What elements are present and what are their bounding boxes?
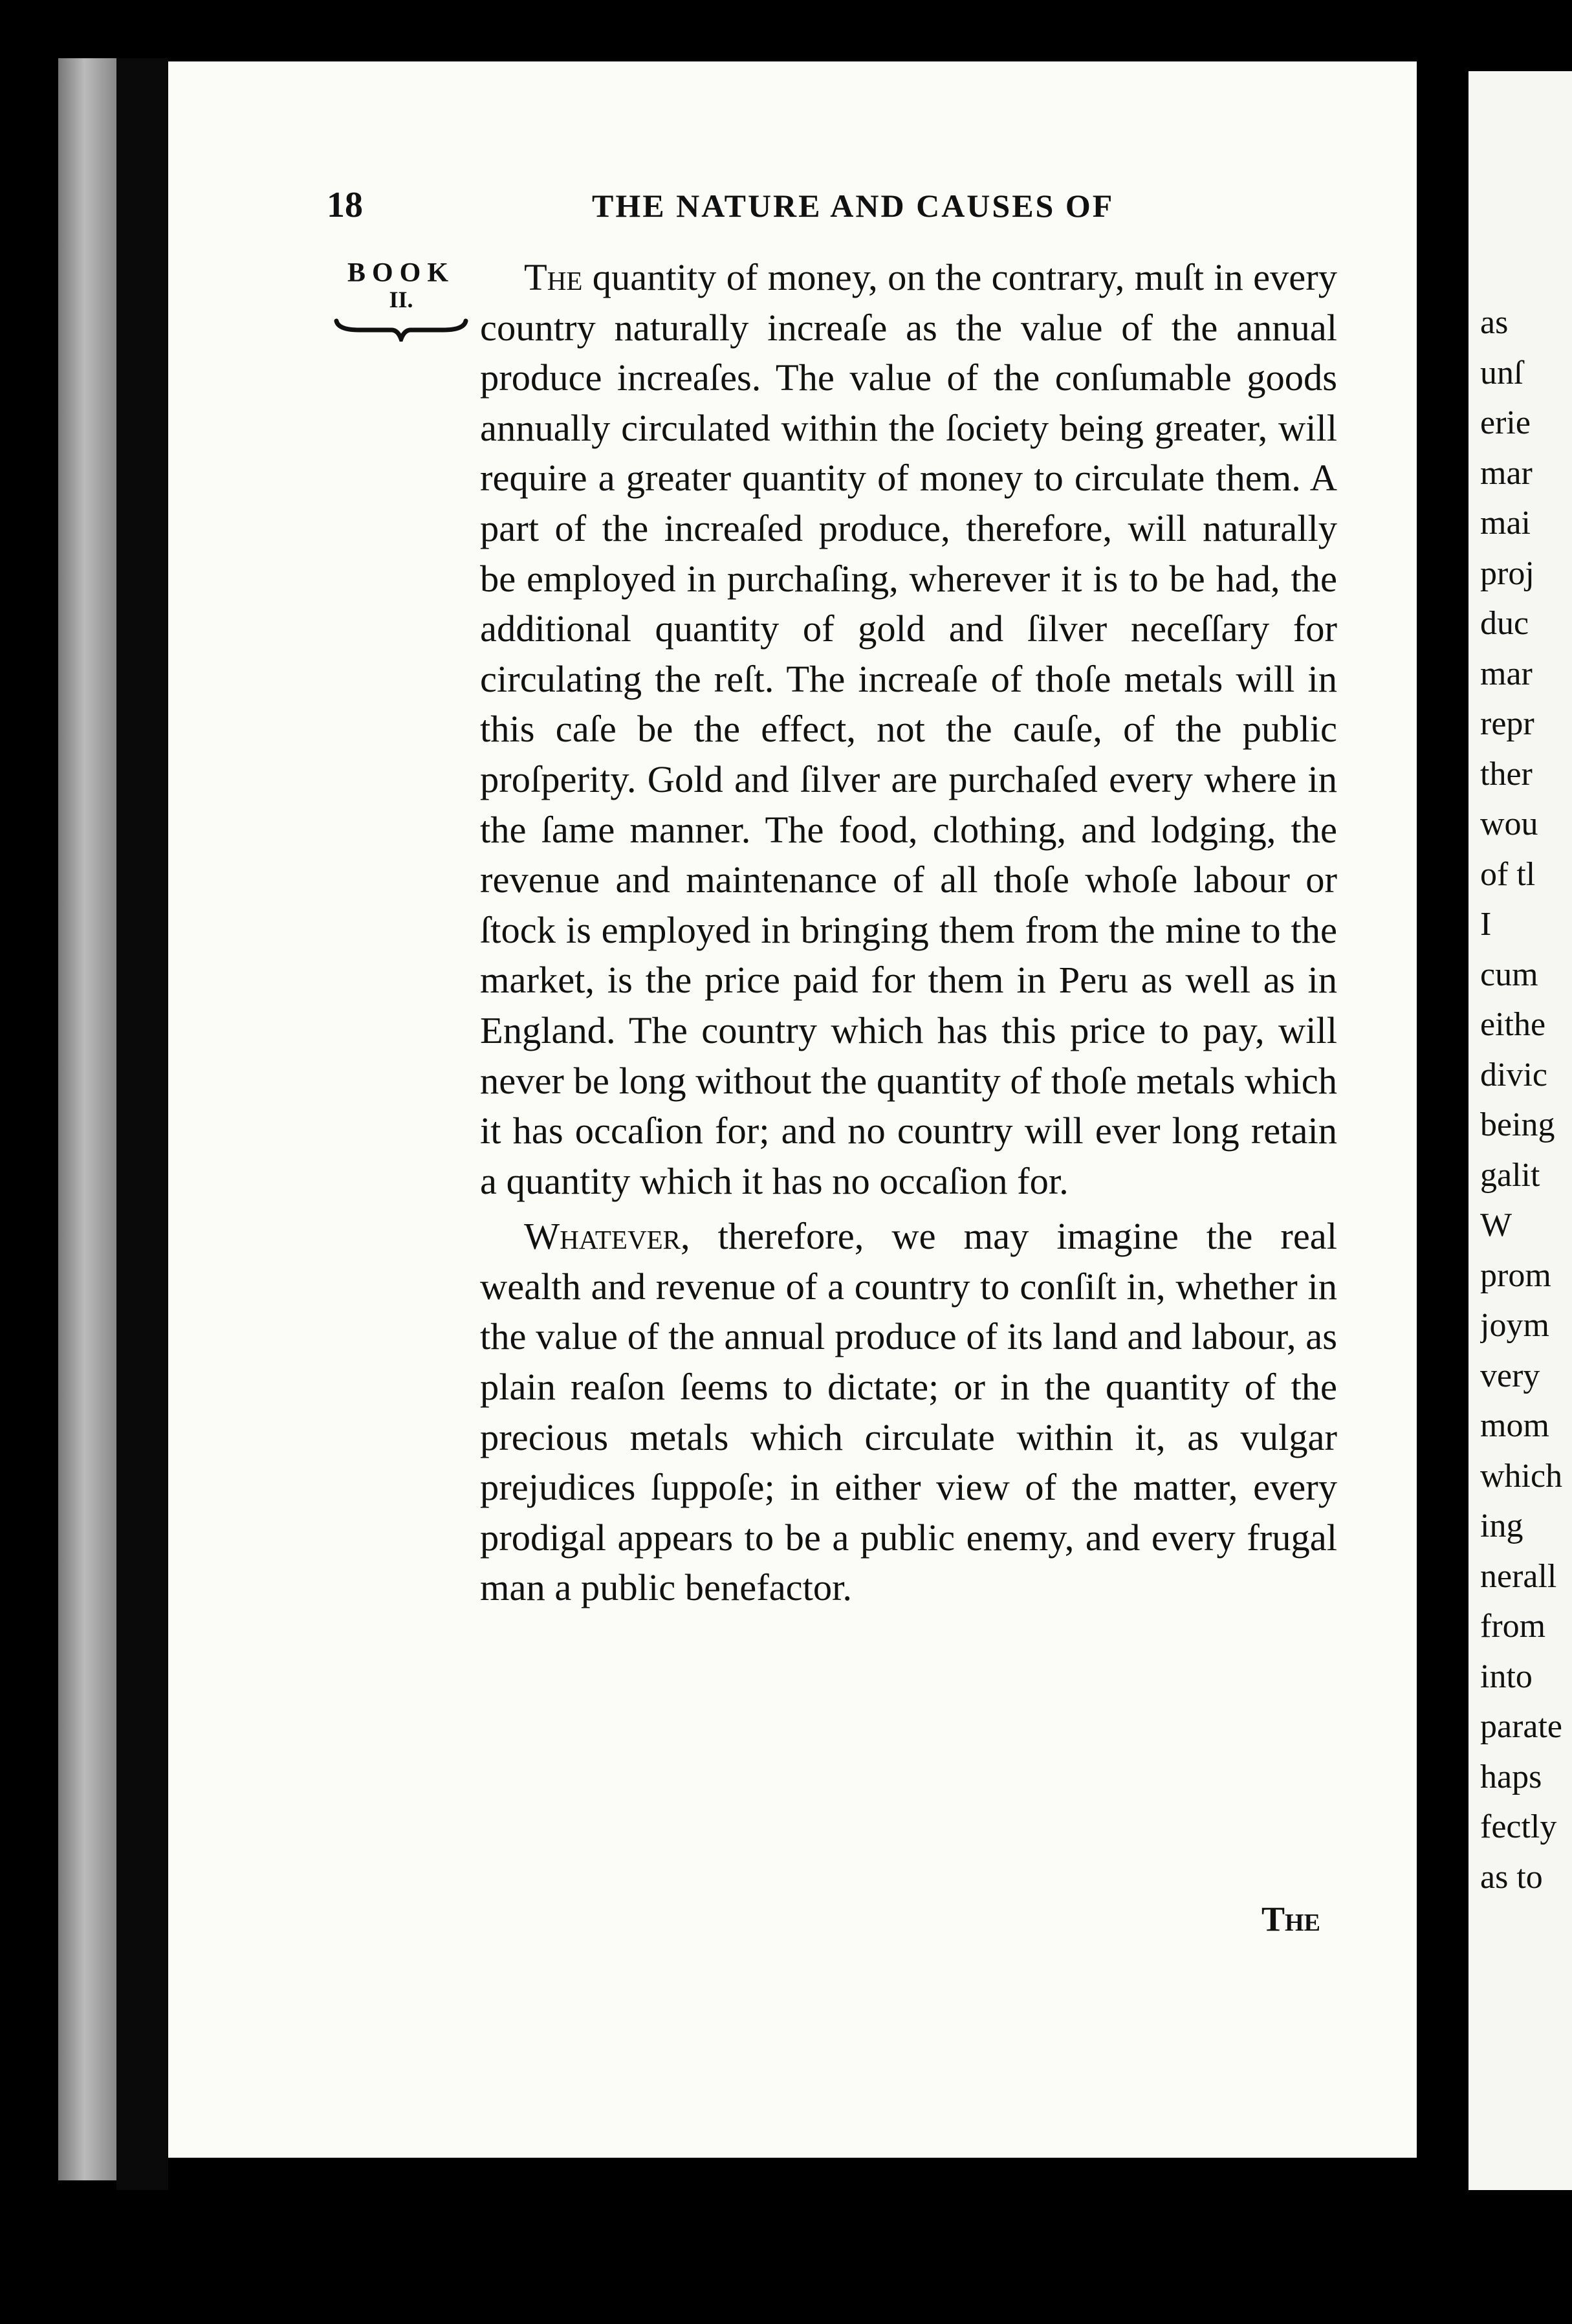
next-page-line: mai: [1480, 505, 1531, 542]
next-page-line: from: [1480, 1608, 1546, 1645]
next-page-line: of tl: [1480, 855, 1536, 893]
next-page-line: I: [1480, 906, 1492, 943]
next-page-line: eithe: [1480, 1006, 1546, 1043]
catchword: The: [1261, 1900, 1320, 1938]
running-head: [327, 184, 1336, 236]
running-title: THE NATURE AND CAUSES OF: [592, 188, 1115, 224]
next-page-line: wou: [1480, 806, 1538, 842]
paragraph-2-lead: Whatever,: [524, 1215, 690, 1258]
next-page-line: duc: [1480, 605, 1529, 642]
next-page-line: unſ: [1480, 354, 1523, 391]
paragraph-2-text: therefore, we may imagine the real wealth and revenue of a country to conſiſt in, whether in the value of the annual produce of its land and labour, as plain reaſon ſeems to dictate; or in the quantity of the precious metals which circulate within it, as vulgar prejudices ſuppoſe; in either view of the matter, every prodigal appears to be a public enemy, and every frugal man a public benefactor.: [480, 1215, 1337, 1609]
paragraph-1-lead: The: [524, 256, 583, 298]
next-page-line: nerall: [1480, 1557, 1557, 1595]
paragraph-1-text: quantity of money, on the contrary, muſt in every country naturally increaſe as the value of the annual produce increaſes. The value of the conſumable goods annually circulated within the ſociety being greater, will require a greater quantity of money to circulate them. A part of the increaſed produce, therefore, will naturally be employed in purchaſing, wherever it is to be had, the additional quantity of gold and ſilver neceſſary for circulating the reſt. The increaſe of thoſe metals will in this caſe be the effect, not the cauſe, of the public proſperity. Gold and ſilver are purchaſed every where in the ſame manner. The food, clothing, and lodging, the revenue and maintenance of all thoſe whoſe labour or ſtock is employed in bringing them from the mine to the market, is the price paid for them in Peru as well as in England. The country which has this price to pay, will never be long without the quantity of thoſe metals which it has occaſion for; and no country will ever long retain a quantity which it has no occaſion for.: [480, 256, 1337, 1202]
next-page-line: very: [1480, 1357, 1540, 1394]
next-page-line: mom: [1480, 1407, 1549, 1444]
body-text: [480, 252, 1337, 1613]
margin-note: [327, 258, 475, 342]
scan-bottom-band: [0, 2190, 1572, 2324]
next-page-line: being: [1480, 1106, 1555, 1143]
margin-volume-label: II.: [389, 287, 413, 312]
next-page-line: into: [1480, 1658, 1533, 1695]
paragraph-1: [480, 252, 1337, 1206]
next-page-line: ther: [1480, 755, 1533, 793]
next-page-line: proj: [1480, 554, 1534, 592]
paragraph-2: [480, 1211, 1337, 1613]
next-page-line: haps: [1480, 1758, 1542, 1795]
page-number: 18: [327, 185, 363, 225]
next-page-line: parate: [1480, 1708, 1563, 1745]
next-page-line: divic: [1480, 1056, 1547, 1093]
next-page-line: erie: [1480, 404, 1531, 441]
next-page-line: mar: [1480, 655, 1533, 692]
next-page-text: [1480, 298, 1571, 1902]
binding-shadow: [116, 58, 168, 2193]
previous-page-edge: [58, 58, 116, 2180]
next-page-line: W: [1480, 1207, 1512, 1244]
next-page-line: prom: [1480, 1256, 1551, 1294]
next-page-line: fectly: [1480, 1808, 1557, 1845]
next-page-line: mar: [1480, 454, 1533, 492]
next-page-line: which: [1480, 1457, 1563, 1495]
next-page-line: as to: [1480, 1858, 1543, 1896]
next-page-line: joym: [1480, 1307, 1549, 1344]
next-page-line: repr: [1480, 705, 1534, 742]
next-page-line: as: [1480, 304, 1509, 341]
next-page-line: galit: [1480, 1156, 1540, 1194]
next-page-line: ing: [1480, 1507, 1523, 1544]
gutter: [1417, 58, 1468, 2271]
brace-ornament-icon: [333, 316, 469, 342]
margin-book-label: BOOK: [347, 258, 455, 288]
next-page-line: cum: [1480, 956, 1538, 993]
